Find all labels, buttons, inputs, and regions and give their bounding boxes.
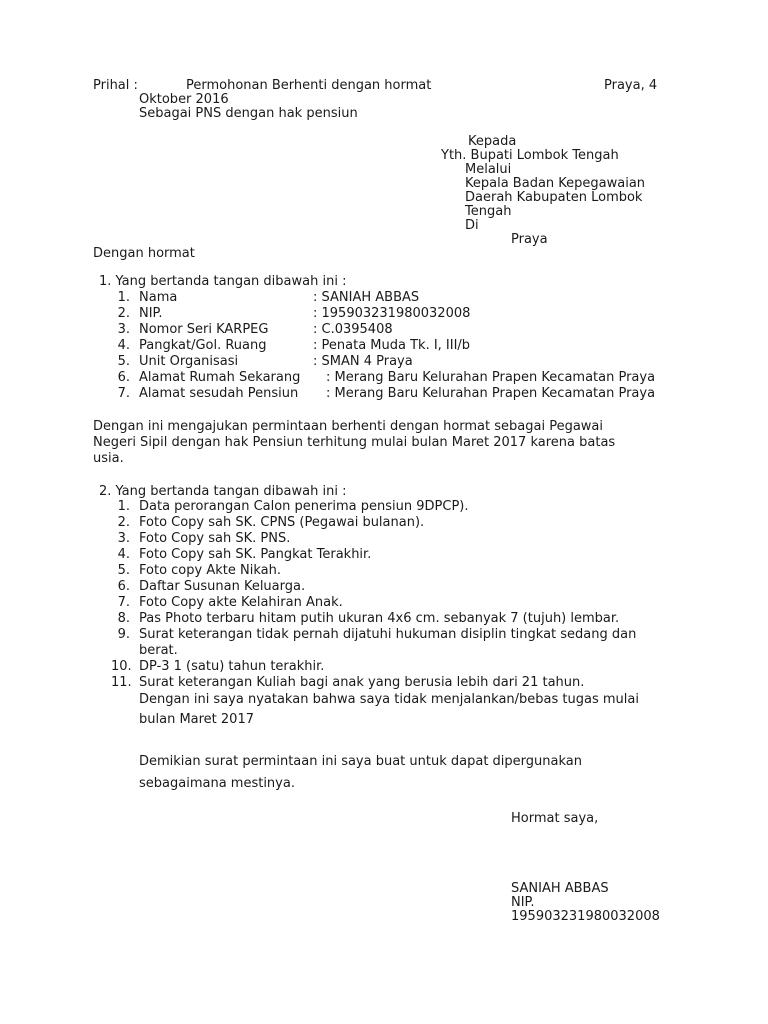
item-value: : Penata Muda Tk. I, III/b	[313, 338, 471, 353]
paragraph-line-3: usia.	[93, 451, 124, 466]
item-value: : Merang Baru Kelurahan Prapen Kecamatan Praya	[326, 370, 656, 385]
item-number: 5.	[117, 563, 130, 578]
item-text: Surat keterangan Kuliah bagi anak yang berusia lebih dari 21 tahun.	[139, 675, 585, 690]
item-text: Daftar Susunan Keluarga.	[139, 579, 306, 594]
recipient-line-3: Tengah	[465, 204, 512, 219]
item-value: : Merang Baru Kelurahan Prapen Kecamatan Praya	[326, 386, 656, 401]
closing-line-2: sebagaimana mestinya.	[139, 776, 295, 791]
paragraph-line-1: Dengan ini mengajukan permintaan berhenti dengan hormat sebagai Pegawai	[93, 419, 604, 434]
recipient-kepada: Kepada	[468, 134, 517, 149]
closing-line-1: Demikian surat permintaan ini saya buat untuk dapat dipergunakan	[139, 754, 582, 769]
statement-line-1: Dengan ini saya nyatakan bahwa saya tidak menjalankan/bebas tugas mulai	[139, 692, 639, 707]
item-text: berat.	[139, 643, 178, 658]
item-number: 10.	[111, 659, 132, 674]
item-label: Unit Organisasi	[139, 354, 239, 369]
item-label: Pangkat/Gol. Ruang	[139, 338, 267, 353]
signature-nip: 195903231980032008	[511, 909, 660, 924]
recipient-city: Praya	[511, 232, 548, 247]
item-number: 3.	[117, 322, 130, 337]
item-number: 11.	[111, 675, 132, 690]
item-text: Pas Photo terbaru hitam putih ukuran 4x6 cm. sebanyak 7 (tujuh) lembar.	[139, 611, 620, 626]
signature-name: SANIAH ABBAS	[511, 881, 609, 896]
item-label: NIP.	[139, 306, 163, 321]
item-value: : SANIAH ABBAS	[313, 290, 420, 305]
subject-line-2: Sebagai PNS dengan hak pensiun	[139, 106, 358, 121]
item-number: 5.	[117, 354, 130, 369]
greeting: Dengan hormat	[93, 246, 195, 261]
item-number: 9.	[117, 627, 130, 642]
prihal-label: Prihal :	[93, 78, 138, 93]
recipient-line-2: Daerah Kabupaten Lombok	[465, 190, 643, 205]
item-number: 1.	[117, 499, 130, 514]
subject-line-1: Permohonan Berhenti dengan hormat	[186, 78, 432, 93]
item-text: Surat keterangan tidak pernah dijatuhi hukuman disiplin tingkat sedang dan	[139, 627, 637, 642]
item-value: : C.0395408	[313, 322, 393, 337]
statement-line-2: bulan Maret 2017	[139, 712, 254, 727]
item-number: 7.	[117, 386, 130, 401]
recipient-melalui: Melalui	[465, 162, 512, 177]
item-number: 6.	[117, 370, 130, 385]
item-number: 4.	[117, 547, 130, 562]
item-number: 6.	[117, 579, 130, 594]
item-text: Foto Copy sah SK. CPNS (Pegawai bulanan).	[139, 515, 425, 530]
date-place: Praya, 4	[604, 78, 658, 93]
item-label: Nama	[139, 290, 178, 305]
item-text: Data perorangan Calon penerima pensiun 9DPCP).	[139, 499, 469, 514]
signature-nip-label: NIP.	[511, 895, 535, 910]
item-number: 1.	[117, 290, 130, 305]
recipient-line-1: Kepala Badan Kepegawaian	[465, 176, 646, 191]
item-label: Nomor Seri KARPEG	[139, 322, 269, 337]
item-number: 7.	[117, 595, 130, 610]
section1-heading: 1. Yang bertanda tangan dibawah ini :	[99, 274, 347, 289]
item-number: 2.	[117, 515, 130, 530]
item-value: : 195903231980032008	[313, 306, 471, 321]
item-text: Foto Copy akte Kelahiran Anak.	[139, 595, 343, 610]
paragraph-line-2: Negeri Sipil dengan hak Pensiun terhitung mulai bulan Maret 2017 karena batas	[93, 435, 616, 450]
item-label: Alamat Rumah Sekarang	[139, 370, 301, 385]
item-value: : SMAN 4 Praya	[313, 354, 413, 369]
item-number: 4.	[117, 338, 130, 353]
recipient-yth: Yth. Bupati Lombok Tengah	[441, 148, 619, 163]
item-text: Foto Copy sah SK. Pangkat Terakhir.	[139, 547, 372, 562]
item-text: DP-3 1 (satu) tahun terakhir.	[139, 659, 325, 674]
item-number: 2.	[117, 306, 130, 321]
item-text: Foto Copy sah SK. PNS.	[139, 531, 291, 546]
item-text: Foto copy Akte Nikah.	[139, 563, 281, 578]
item-number: 3.	[117, 531, 130, 546]
date-rest: Oktober 2016	[139, 92, 229, 107]
recipient-di: Di	[465, 218, 479, 233]
signature-regards: Hormat saya,	[511, 811, 599, 826]
item-number: 8.	[117, 611, 130, 626]
item-label: Alamat sesudah Pensiun	[139, 386, 299, 401]
section2-heading: 2. Yang bertanda tangan dibawah ini :	[99, 484, 347, 499]
